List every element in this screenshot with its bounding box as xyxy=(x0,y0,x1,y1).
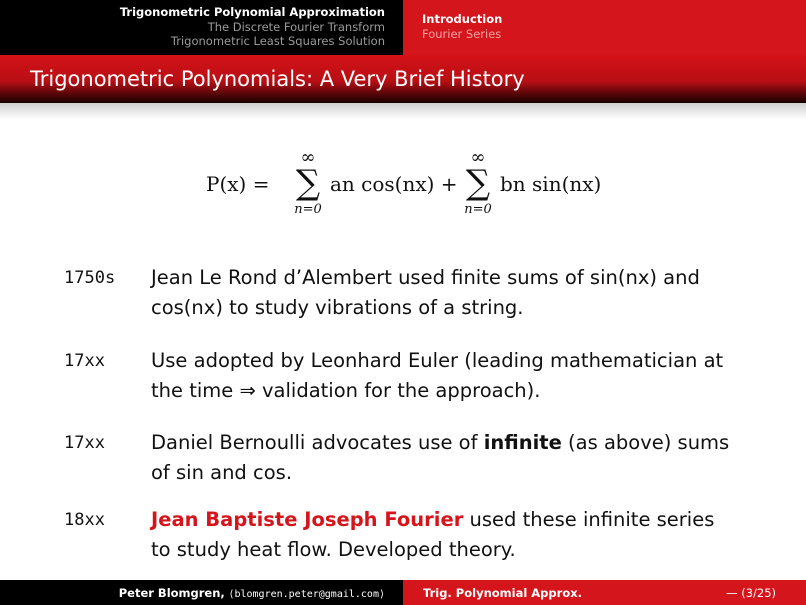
formula-cos-term: an cos(nx) + xyxy=(330,172,458,196)
entry-description xyxy=(151,428,761,488)
entry-year: 17xx xyxy=(64,351,105,371)
formula-sin-term: bn sin(nx) xyxy=(500,172,602,196)
entry-line xyxy=(151,505,761,535)
sum-upper-limit: ∞ xyxy=(470,147,486,168)
title-band xyxy=(0,55,806,103)
formula-lhs: P(x) = xyxy=(206,172,270,196)
entry-line: of sin and cos. xyxy=(151,461,293,484)
nav-section-2[interactable]: The Discrete Fourier Transform xyxy=(207,19,385,34)
entry-text: Daniel Bernoulli advocates use of xyxy=(151,431,484,454)
footer-author-block xyxy=(0,580,403,605)
emphasis-infinite: infinite xyxy=(483,431,562,454)
footer-email[interactable]: ⟨blomgren.peter@gmail.com⟩ xyxy=(228,589,385,600)
summation-2 xyxy=(458,147,498,220)
sum-symbol: ∑ xyxy=(465,163,491,203)
entry-line: the time ⇒ validation for the approach). xyxy=(151,379,541,402)
sum-lower-limit: n=0 xyxy=(294,202,322,217)
nav-subsection-introduction[interactable]: Introduction xyxy=(422,12,503,26)
slide-title: Trigonometric Polynomials: A Very Brief History xyxy=(30,67,525,91)
entry-description xyxy=(151,263,761,323)
entry-description xyxy=(151,505,761,565)
summation-1 xyxy=(288,147,328,220)
sum-symbol: ∑ xyxy=(295,163,321,203)
highlight-fourier-name: Jean Baptiste Joseph Fourier xyxy=(151,508,464,531)
entry-line: to study heat flow. Developed theory. xyxy=(151,538,516,561)
header-bar xyxy=(0,0,806,55)
footer-title-block xyxy=(403,580,806,605)
entry-year: 1750s xyxy=(64,268,116,288)
sum-lower-limit: n=0 xyxy=(464,202,492,217)
entry-line xyxy=(151,428,761,458)
entry-text: used these infinite series xyxy=(463,508,715,531)
nav-section-1[interactable]: Trigonometric Polynomial Approximation xyxy=(119,5,385,19)
sum-upper-limit: ∞ xyxy=(300,147,316,168)
nav-section-3[interactable]: Trigonometric Least Squares Solution xyxy=(170,34,385,48)
footer-bar xyxy=(0,580,806,605)
entry-line: cos(nx) to study vibrations of a string. xyxy=(151,296,524,319)
entry-line: Use adopted by Leonhard Euler (leading mathematician at xyxy=(151,349,724,372)
entry-year: 18xx xyxy=(64,510,105,530)
footer-short-title[interactable]: Trig. Polynomial Approx. xyxy=(423,586,583,600)
entry-description xyxy=(151,346,761,406)
entry-text: (as above) sums xyxy=(561,431,730,454)
subsection-navigation xyxy=(403,0,806,55)
section-navigation xyxy=(0,0,403,55)
entry-year: 17xx xyxy=(64,433,105,453)
page-number: — (3/25) xyxy=(726,586,776,600)
fourier-series-formula xyxy=(206,147,626,230)
nav-subsection-fourier-series[interactable]: Fourier Series xyxy=(422,26,502,41)
footer-author: Peter Blomgren, xyxy=(118,586,225,600)
entry-line: Jean Le Rond d’Alembert used finite sums of sin(nx) and xyxy=(151,266,700,289)
title-shadow xyxy=(0,103,806,119)
